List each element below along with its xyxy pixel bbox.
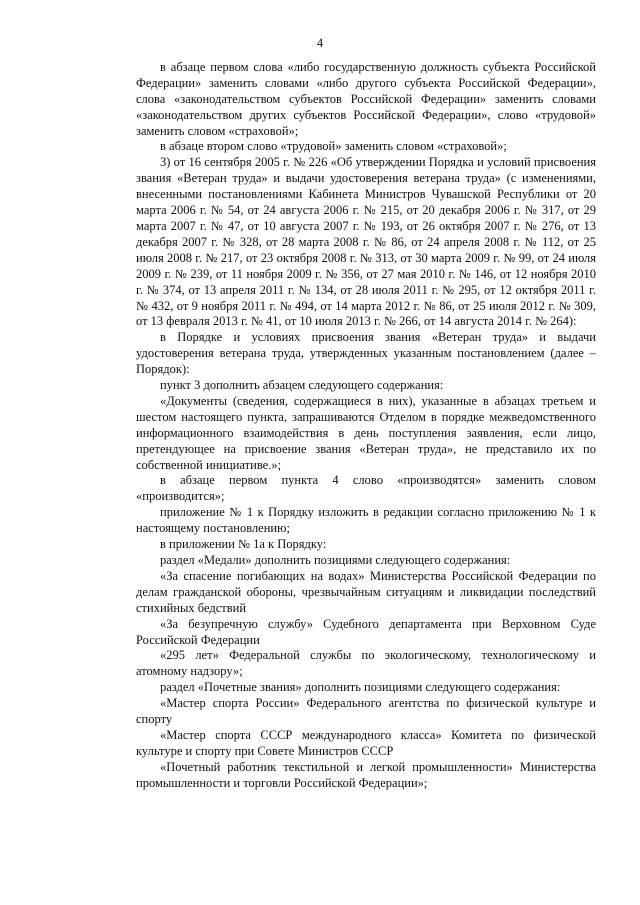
paragraph-2: в абзаце втором слово «трудовой» заменить словом «страховой»; xyxy=(160,139,507,154)
paragraph-3: 3) от 16 сентября 2005 г. № 226 «Об утверждении Порядка и условий присвоения звания «Ветеран труда» и выдачи удостоверения ветерана труда» (с изменениями, внесенными постановлениями Кабинета Министров Чувашской Республики от 20 марта 2006 г. № 54, от 24 августа 2006 г. № 215, от 20 декабря 2006 г. № 317, от 29 марта 2007 г. № 47, от 10 августа 2007 г. № 193, от 26 октября 2007 г. № 276, от 13 декабря 2007 г. № 328, от 28 марта 2008 г. № 86, от 24 апреля 2008 г. № 112, от 25 июля 2008 г. № 217, от 23 октября 2008 г. № 313, от 30 марта 2009 г. № 99, от 24 июля 2009 г. № 239, от 11 ноября 2009 г. № 356, от 27 мая 2010 г. № 146, от 12 ноября 2010 г. № 374, от 13 апреля 2011 г. № 134, от 28 июля 2011 г. № 295, от 12 октября 2011 г. № 432, от 9 ноября 2011 г. № 494, от 14 марта 2012 г. № 86, от 25 июля 2012 г. № 309, от 13 февраля 2013 г. № 41, от 10 июля 2013 г. № 266, от 14 августа 2014 г. № 264): xyxy=(136,155,596,329)
paragraph-14: раздел «Почетные звания» дополнить позициями следующего содержания: xyxy=(160,680,561,695)
paragraph-4: в Порядке и условиях присвоения звания «Ветеран труда» и выдачи удостоверения ветерана труда, утвержденных указанным постановлением (далее – Порядок): xyxy=(136,330,596,377)
paragraph-1: в абзаце первом слова «либо государственную должность субъекта Российской Федерации» заменить словами «либо другого субъекта Российской Федерации», слова «законодательством субъектов Российской Федерации» заменить словами «законодательством других субъектов Российской Федерации», слово «трудовой» заменить словом «страховой»; xyxy=(136,59,596,138)
paragraph-15: «Мастер спорта России» Федерального агентства по физической культуре и спорту xyxy=(136,696,596,727)
paragraph-7: в абзаце первом пункта 4 слово «производятся» заменить словом «производится»; xyxy=(136,473,596,504)
paragraph-9: в приложении № 1а к Порядку: xyxy=(160,537,327,552)
paragraph-5: пункт 3 дополнить абзацем следующего содержания: xyxy=(160,378,444,393)
paragraph-12: «За безупречную службу» Судебного департамента при Верховном Суде Российской Федерации xyxy=(136,616,596,647)
paragraph-13: «295 лет» Федеральной службы по экологическому, технологическому и атомному надзору»; xyxy=(136,648,596,679)
paragraph-16: «Мастер спорта СССР международного класса» Комитета по физической культуре и спорту при Совете Министров СССР xyxy=(136,727,596,758)
paragraph-17: «Почетный работник текстильной и легкой промышленности» Министерства промышленности и торговли Российской Федерации»; xyxy=(136,759,596,790)
paragraph-6: «Документы (сведения, содержащиеся в них), указанные в абзацах третьем и шестом настоящего пункта, запрашиваются Отделом в порядке межведомственного информационного взаимодействия в день поступления заявления, если лицо, претендующее на присвоение звания «Ветеран труда», не представило их по собственной инициативе.»; xyxy=(136,393,596,472)
page-number: 4 xyxy=(316,36,324,50)
paragraph-8: приложение № 1 к Порядку изложить в редакции согласно приложению № 1 к настоящему постановлению; xyxy=(136,505,596,536)
paragraph-11: «За спасение погибающих на водах» Министерства Российской Федерации по делам гражданской обороны, чрезвычайным ситуациям и ликвидации последствий стихийных бедствий xyxy=(136,568,596,615)
paragraph-10: раздел «Медали» дополнить позициями следующего содержания: xyxy=(160,553,511,567)
